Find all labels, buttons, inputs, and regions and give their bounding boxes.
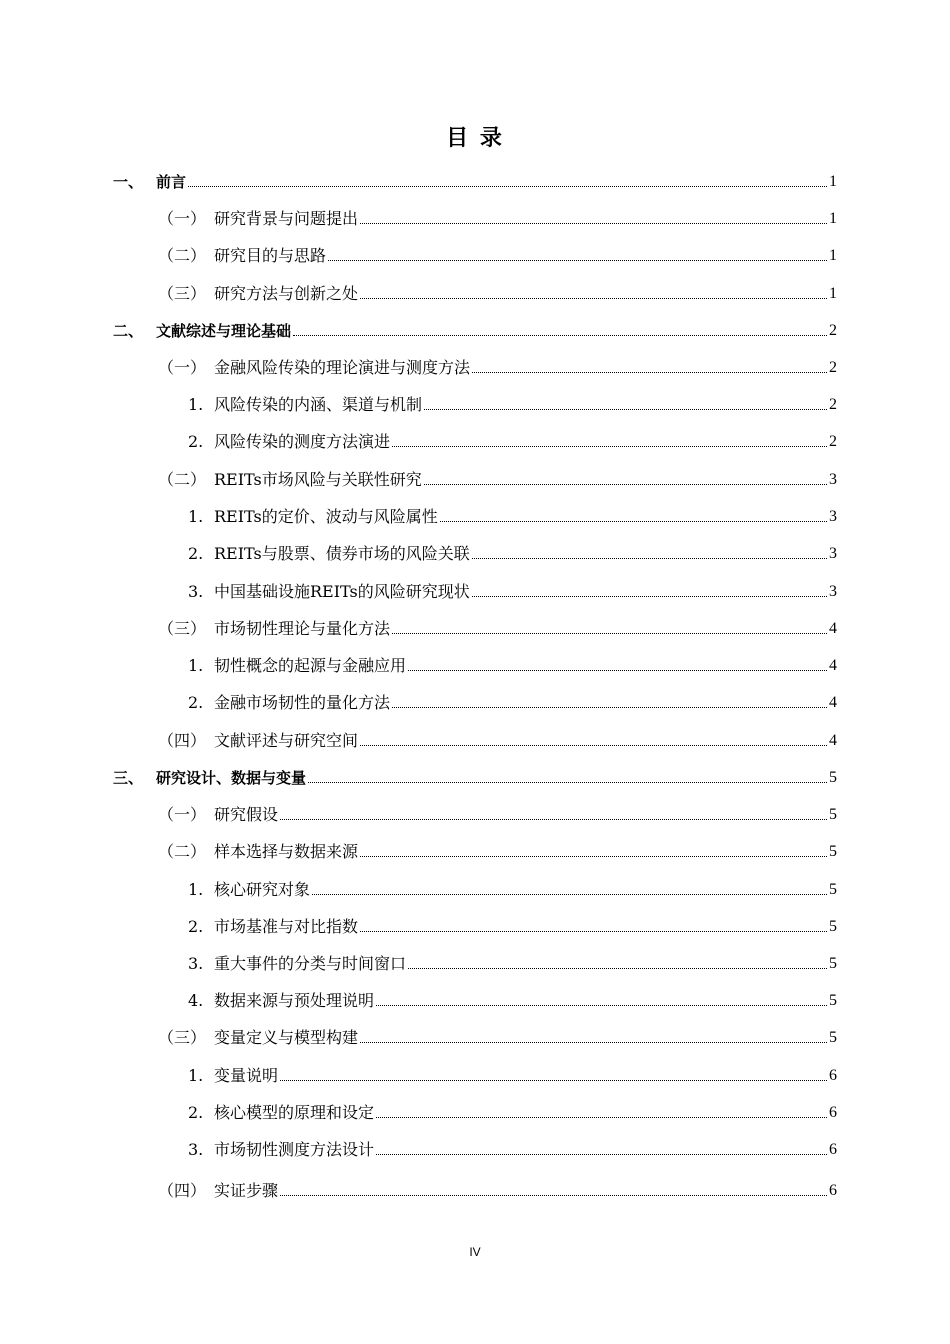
dot-leader: [360, 1042, 827, 1043]
toc-entry-level2[interactable]: [158, 727, 837, 751]
toc-entry-title: 风险传染的内涵、渠道与机制: [214, 395, 423, 414]
toc-entry-level3[interactable]: [188, 428, 837, 452]
toc-entry-title: 文献评述与研究空间: [214, 731, 359, 750]
toc-entry-title: 风险传染的测度方法演进: [214, 432, 391, 451]
toc-entry-number: 2.: [188, 693, 204, 712]
toc-entry-page: 5: [829, 955, 837, 972]
toc-entry-page: 1: [829, 210, 837, 227]
toc-entry-number: 2.: [188, 544, 204, 563]
toc-entry-page: 5: [829, 769, 837, 786]
toc-entry-number: 1.: [188, 880, 204, 899]
toc-entry-title: 韧性概念的起源与金融应用: [214, 656, 407, 675]
dot-leader: [308, 782, 827, 783]
toc-entry-title: 重大事件的分类与时间窗口: [214, 954, 407, 973]
toc-entry-level3[interactable]: [188, 503, 837, 527]
toc-entry-page: 4: [829, 732, 837, 749]
dot-leader: [328, 260, 827, 261]
toc-entry-number: 1.: [188, 1066, 204, 1085]
toc-entry-number: （二）: [158, 470, 207, 489]
toc-entry-level3[interactable]: [188, 540, 837, 564]
toc-entry-level3[interactable]: [188, 652, 837, 676]
dot-leader: [280, 1080, 827, 1081]
toc-entry-level3[interactable]: [188, 987, 837, 1011]
toc-entry-title: REITs市场风险与关联性研究: [214, 470, 422, 489]
toc-entry-title: 样本选择与数据来源: [214, 842, 359, 861]
dot-leader: [280, 1195, 827, 1196]
dot-leader: [312, 894, 827, 895]
toc-entry-level2[interactable]: [158, 466, 837, 490]
toc-entry-level2[interactable]: [158, 280, 837, 304]
toc-entry-title: 市场韧性理论与量化方法: [214, 619, 391, 638]
toc-entry-level2[interactable]: [158, 205, 837, 229]
dot-leader: [376, 1005, 827, 1006]
toc-entry-number: 2.: [188, 432, 204, 451]
dot-leader: [440, 521, 827, 522]
toc-entry-number: （二）: [158, 246, 207, 265]
toc-entry-number: 3.: [188, 954, 204, 973]
toc-entry-page: 4: [829, 694, 837, 711]
toc-entry-level3[interactable]: [188, 689, 837, 713]
toc-entry-page: 3: [829, 545, 837, 562]
toc-entry-number: （二）: [158, 842, 207, 861]
dot-leader: [408, 670, 827, 671]
toc-entry-level3[interactable]: [188, 1099, 837, 1123]
toc-entry-title: REITs与股票、债券市场的风险关联: [214, 544, 470, 563]
toc-entry-number: （一）: [158, 805, 207, 824]
toc-entry-title: 金融市场韧性的量化方法: [214, 693, 391, 712]
toc-entry-number: （一）: [158, 209, 207, 228]
toc-entry-number: 2.: [188, 1103, 204, 1122]
toc-entry-page: 1: [829, 173, 837, 190]
toc-entry-number: 4.: [188, 991, 204, 1010]
toc-entry-title: 市场韧性测度方法设计: [214, 1140, 375, 1159]
toc-entry-title: 前言: [156, 173, 187, 191]
toc-entry-title: 文献综述与理论基础: [156, 322, 292, 340]
toc-entry-page: 5: [829, 1029, 837, 1046]
toc-entry-number: （一）: [158, 358, 207, 377]
toc-entry-number: 2.: [188, 917, 204, 936]
toc-entry-title: 市场基准与对比指数: [214, 917, 359, 936]
dot-leader: [408, 968, 827, 969]
toc-entry-number: 1.: [188, 656, 204, 675]
toc-entry-level3[interactable]: [188, 950, 837, 974]
dot-leader: [392, 707, 827, 708]
toc-entry-title: 研究设计、数据与变量: [156, 769, 307, 787]
toc-entry-title: 金融风险传染的理论演进与测度方法: [214, 358, 471, 377]
toc-entry-number: （四）: [158, 1181, 207, 1200]
dot-leader: [360, 856, 827, 857]
toc-entry-page: 2: [829, 359, 837, 376]
toc-entry-title: 研究目的与思路: [214, 246, 327, 265]
toc-entry-level2[interactable]: [158, 1177, 837, 1201]
dot-leader: [424, 409, 827, 410]
toc-entry-level3[interactable]: [188, 913, 837, 937]
dot-leader: [280, 819, 827, 820]
toc-entry-page: 6: [829, 1141, 837, 1158]
dot-leader: [392, 633, 827, 634]
dot-leader: [188, 186, 827, 187]
dot-leader: [376, 1154, 827, 1155]
dot-leader: [360, 931, 827, 932]
toc-entry-title: 变量说明: [214, 1066, 279, 1085]
toc-entry-number: （三）: [158, 284, 207, 303]
toc-entry-page: 5: [829, 843, 837, 860]
toc-entry-title: REITs的定价、波动与风险属性: [214, 507, 438, 526]
toc-entry-page: 3: [829, 583, 837, 600]
toc-entry-title: 数据来源与预处理说明: [214, 991, 375, 1010]
page-number: IV: [469, 1245, 481, 1259]
toc-entry-level3[interactable]: [188, 578, 837, 602]
toc-entry-number: 3.: [188, 582, 204, 601]
toc-entry-page: 6: [829, 1104, 837, 1121]
toc-entry-title: 研究方法与创新之处: [214, 284, 359, 303]
toc-entry-number: （三）: [158, 619, 207, 638]
dot-leader: [472, 596, 827, 597]
toc-entry-page: 1: [829, 247, 837, 264]
toc-entry-level3[interactable]: [188, 876, 837, 900]
dot-leader: [472, 558, 827, 559]
toc-entry-level3[interactable]: [188, 391, 837, 415]
toc-entry-level1[interactable]: [113, 764, 837, 788]
toc-entry-page: 1: [829, 285, 837, 302]
toc-title: 目 录: [446, 126, 504, 151]
toc-entry-title: 实证步骤: [214, 1181, 279, 1200]
toc-entry-level3[interactable]: [188, 1062, 837, 1086]
dot-leader: [360, 745, 827, 746]
toc-entry-title: 研究假设: [214, 805, 279, 824]
toc-entry-level2[interactable]: [158, 615, 837, 639]
toc-entry-number: 1.: [188, 395, 204, 414]
dot-leader: [424, 484, 827, 485]
dot-leader: [376, 1117, 827, 1118]
toc-entry-level3[interactable]: [188, 1136, 837, 1160]
toc-entry-number: 二、: [113, 322, 144, 340]
toc-entry-number: （三）: [158, 1028, 207, 1047]
toc-entry-page: 5: [829, 918, 837, 935]
toc-entry-level2[interactable]: [158, 1024, 837, 1048]
dot-leader: [392, 446, 827, 447]
dot-leader: [360, 298, 827, 299]
toc-entry-page: 5: [829, 992, 837, 1009]
toc-entry-title: 核心研究对象: [214, 880, 311, 899]
toc-entry-title: 变量定义与模型构建: [214, 1028, 359, 1047]
toc-entry-title: 核心模型的原理和设定: [214, 1103, 375, 1122]
toc-entry-level2[interactable]: [158, 801, 837, 825]
toc-entry-page: 4: [829, 657, 837, 674]
toc-entry-page: 5: [829, 881, 837, 898]
toc-entry-level1[interactable]: [113, 317, 837, 341]
toc-entry-page: 3: [829, 508, 837, 525]
toc-entry-level2[interactable]: [158, 838, 837, 862]
toc-entry-page: 2: [829, 322, 837, 339]
toc-entry-page: 6: [829, 1182, 837, 1199]
dot-leader: [293, 335, 827, 336]
toc-entry-page: 6: [829, 1067, 837, 1084]
toc-entry-title: 中国基础设施REITs的风险研究现状: [214, 582, 470, 601]
toc-entry-page: 2: [829, 396, 837, 413]
toc-entry-page: 3: [829, 471, 837, 488]
toc-entry-page: 5: [829, 806, 837, 823]
dot-leader: [472, 372, 827, 373]
toc-entry-number: 1.: [188, 507, 204, 526]
toc-entry-number: 一、: [113, 173, 144, 191]
toc-entry-number: 3.: [188, 1140, 204, 1159]
toc-entry-level2[interactable]: [158, 354, 837, 378]
toc-entry-page: 4: [829, 620, 837, 637]
toc-entry-page: 2: [829, 433, 837, 450]
toc-entry-title: 研究背景与问题提出: [214, 209, 359, 228]
dot-leader: [360, 223, 827, 224]
toc-entry-level2[interactable]: [158, 242, 837, 266]
toc-entry-level1[interactable]: [113, 168, 837, 192]
toc-entry-number: 三、: [113, 769, 144, 787]
toc-entry-number: （四）: [158, 731, 207, 750]
